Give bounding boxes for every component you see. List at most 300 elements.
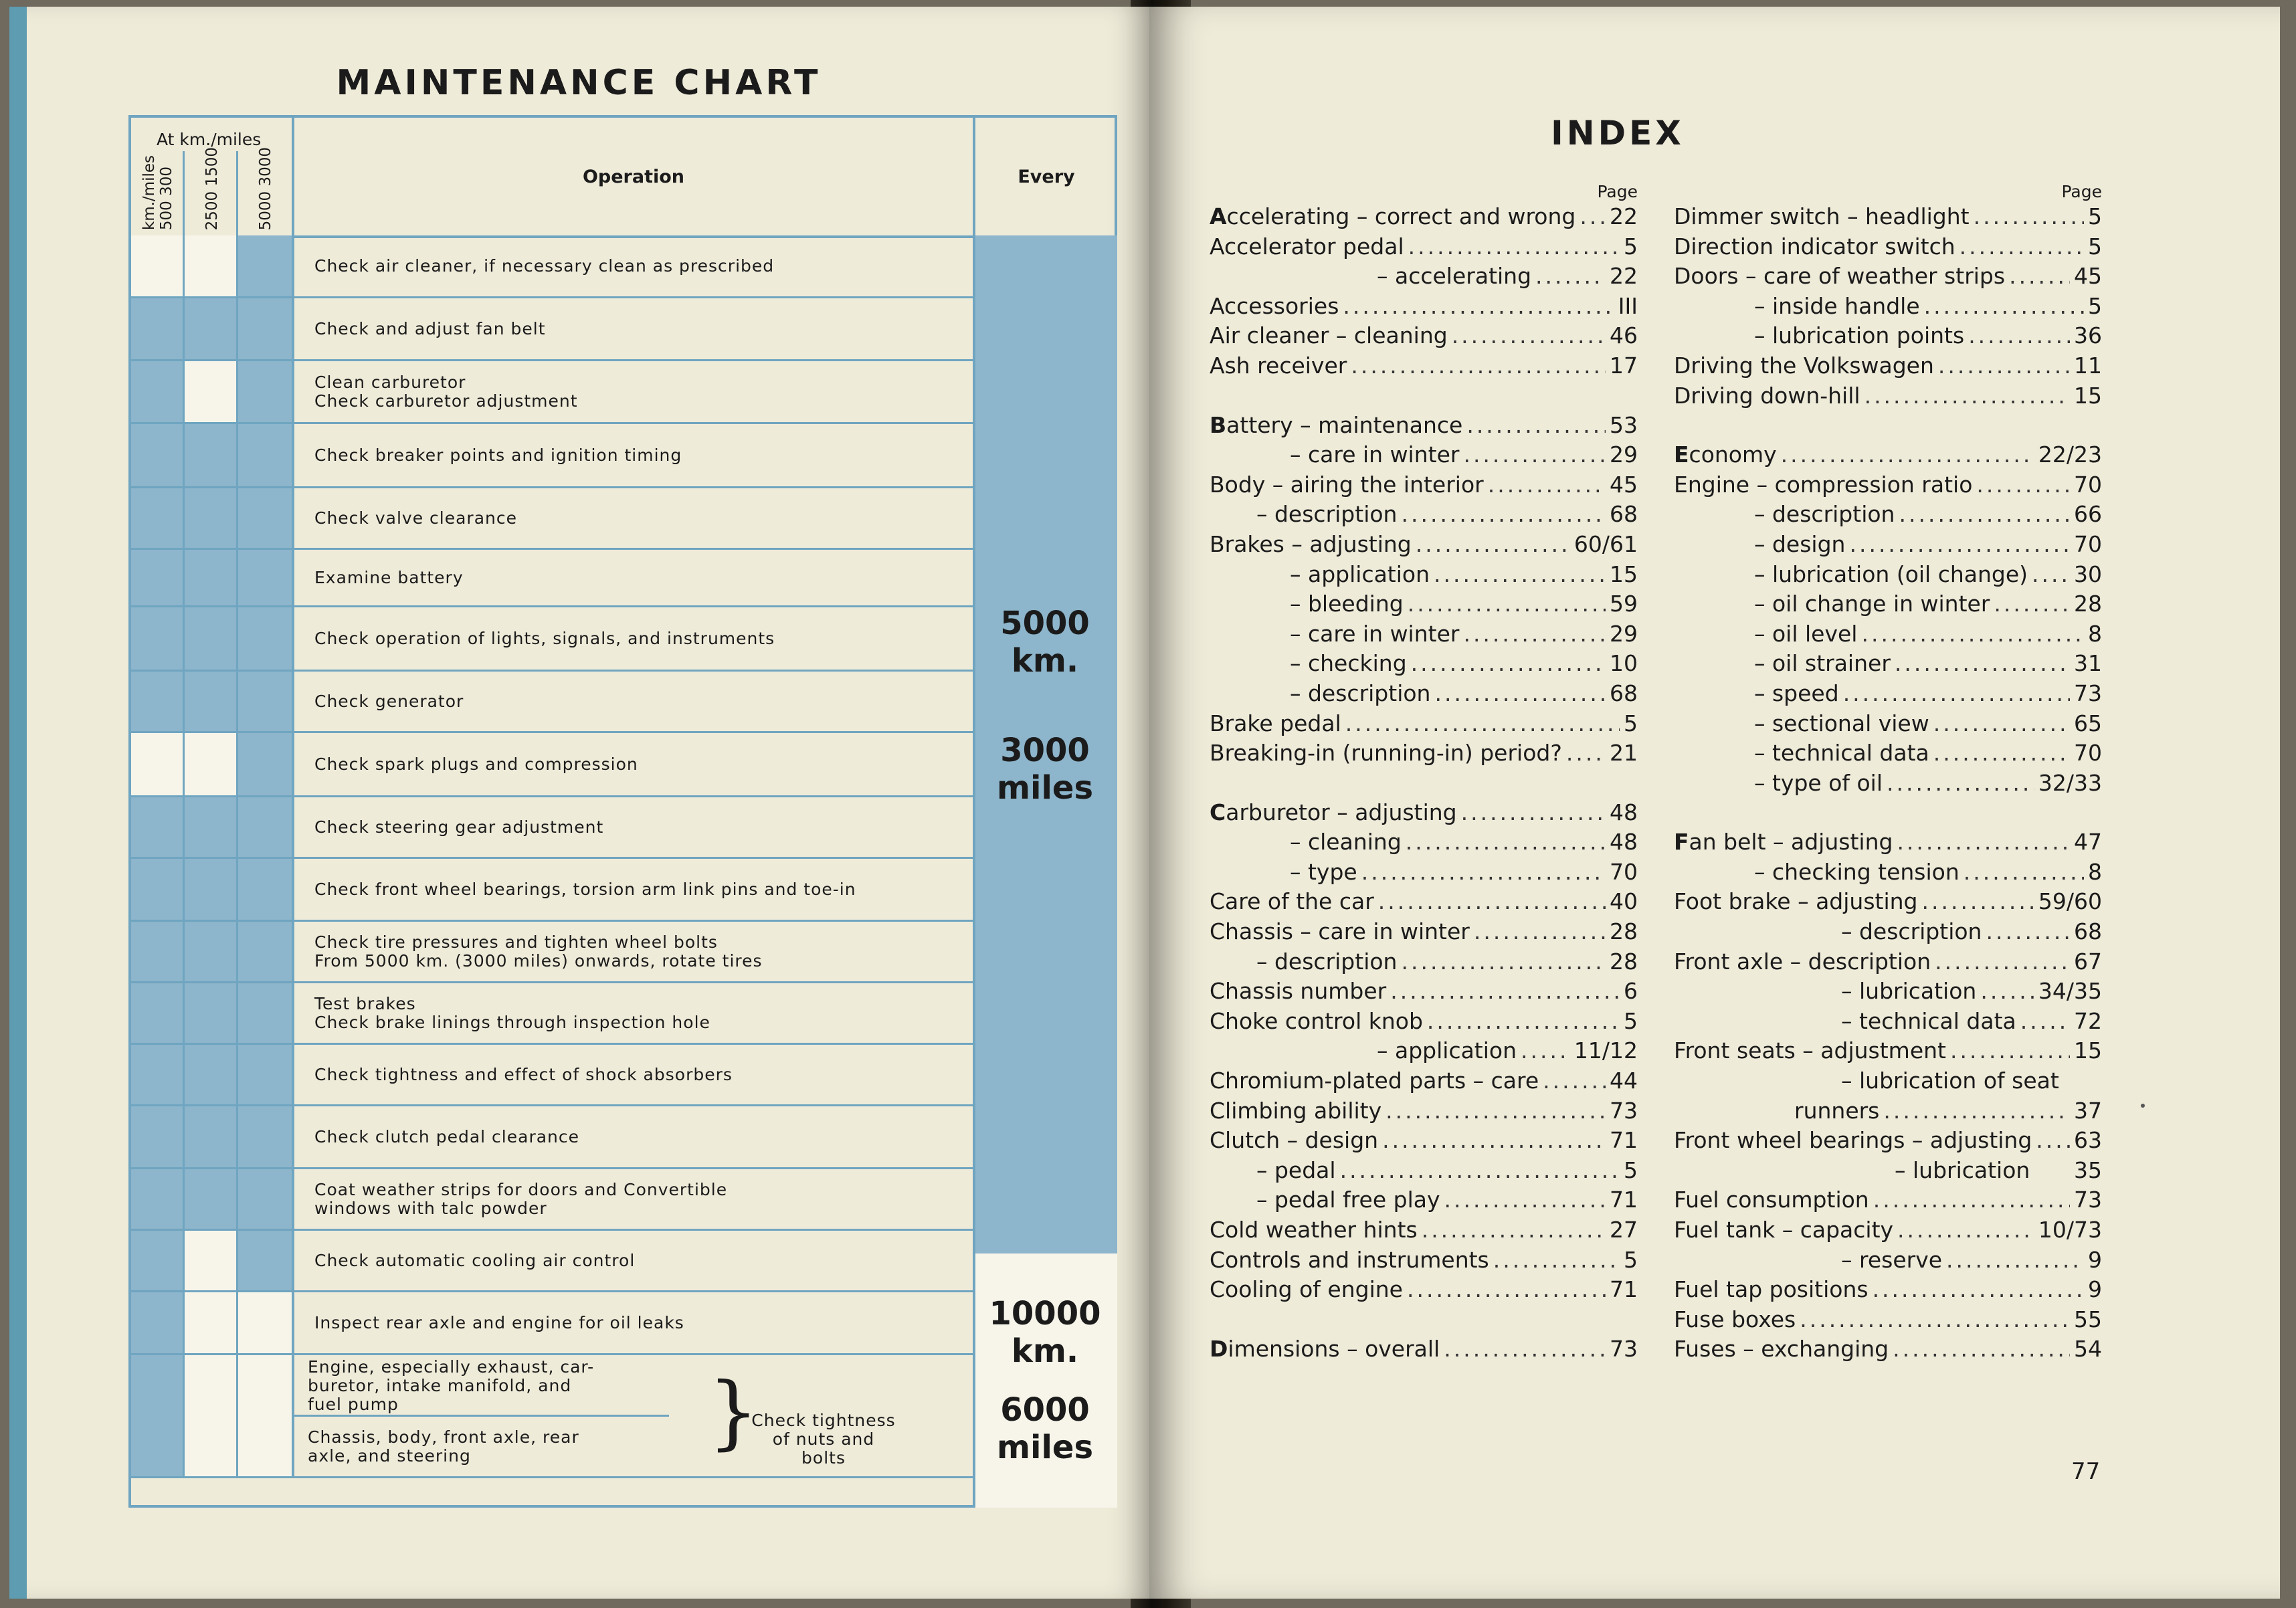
dot-leader (1933, 709, 2070, 739)
index-entry (1210, 1066, 1638, 1096)
index-entry-label: – cleaning (1290, 829, 1402, 856)
index-page-number: 47 (2074, 829, 2102, 856)
index-page-number: 34/35 (2038, 978, 2102, 1005)
dot-leader (1535, 262, 1606, 292)
index-entry (1210, 1036, 1638, 1066)
schedule-cell (131, 1417, 185, 1476)
index-entry (1210, 530, 1638, 560)
dot-leader (1422, 1215, 1606, 1245)
index-entry (1210, 887, 1638, 917)
index-entry-label: Front axle – description (1674, 948, 1931, 975)
dot-leader (2036, 1126, 2070, 1156)
schedule-cell (185, 424, 238, 486)
table-row (131, 672, 973, 733)
index-page-number: 73 (1610, 1097, 1638, 1124)
index-page-number: 10/73 (2038, 1217, 2102, 1243)
index-entry-label: – type of oil (1754, 769, 1883, 796)
index-entry-text (1674, 232, 1955, 262)
index-entry-text (1674, 769, 1883, 799)
index-entry (1674, 321, 2102, 351)
operation-text (314, 797, 959, 857)
dot-leader (1408, 232, 1620, 262)
operation-text (314, 1169, 959, 1229)
col-label-2500: 2500 1500 (203, 146, 221, 230)
dot-leader (1444, 1334, 1606, 1365)
index-page-number: 36 (2074, 322, 2102, 349)
schedule-cell (131, 1045, 185, 1104)
schedule-cell (131, 672, 185, 731)
dot-leader (1401, 500, 1606, 530)
index-entry (1674, 470, 2102, 500)
col-header-500 (131, 151, 185, 235)
index-entry (1674, 500, 2102, 530)
index-entry-text (1210, 977, 1386, 1007)
index-page-number: III (1618, 292, 1638, 319)
index-page-number: 60/61 (1573, 530, 1638, 557)
index-entry (1210, 709, 1638, 739)
index-entry-text (1210, 1066, 1539, 1096)
page-column-header: Page (2061, 182, 2102, 201)
index-entry (1674, 560, 2102, 590)
index-entry-text (1210, 1185, 1440, 1215)
schedule-cell (131, 1231, 185, 1290)
index-page-number: 63 (2074, 1127, 2102, 1154)
operation-line: Check valve clearance (314, 508, 517, 528)
dot-leader (1921, 887, 2034, 917)
index-entry-label: Fuses – exchanging (1674, 1336, 1889, 1363)
index-page-number: 10 (1610, 650, 1638, 677)
index-entry-text (1674, 977, 1976, 1007)
index-entry-label: attery – maintenance (1226, 411, 1463, 438)
index-entry (1210, 1215, 1638, 1245)
index-entry (1674, 440, 2102, 470)
col-header-2500 (185, 146, 238, 235)
index-page-number: 35 (2074, 1157, 2102, 1183)
index-entry-text (1674, 619, 1857, 649)
schedule-cell (185, 1045, 238, 1104)
interval-10000-km-value: 10000 (989, 1295, 1101, 1332)
dot-leader (1974, 202, 2084, 232)
schedule-cell (238, 859, 294, 920)
index-entry (1674, 1066, 2102, 1096)
index-entry-label: – pedal (1256, 1157, 1336, 1183)
operation-line: Test brakes (314, 993, 416, 1013)
index-entry-text (1674, 440, 1777, 470)
dot-leader (1463, 619, 1606, 649)
tightness-note-line: of nuts and (772, 1429, 875, 1449)
index-page-number: 66 (2074, 501, 2102, 528)
dot-leader (1434, 560, 1606, 590)
interval-3000-miles (973, 732, 1117, 807)
index-entry-label: – description (1841, 918, 1982, 945)
index-page-number: 30 (2074, 561, 2102, 587)
schedule-cell (185, 488, 238, 548)
operation-text (314, 922, 959, 981)
index-entry-text (1210, 560, 1430, 590)
index-entry (1674, 1156, 2102, 1186)
table-row (131, 424, 973, 488)
index-page-number: 59/60 (2038, 888, 2102, 915)
index-entry-label: Brakes – adjusting (1210, 530, 1412, 557)
index-entry-label: – design (1754, 530, 1846, 557)
index-entry-label: – description (1256, 501, 1398, 528)
index-entry (1674, 232, 2102, 262)
index-page-number: 45 (2074, 263, 2102, 290)
interval-5000-km-unit: km. (1011, 642, 1079, 680)
index-entry-label: – application (1290, 561, 1430, 587)
index-entry-label: – type (1290, 858, 1357, 885)
index-page-number: 27 (1610, 1217, 1638, 1243)
tightness-brace: } (708, 1366, 759, 1459)
dot-leader (1461, 798, 1606, 828)
index-entry-label: Front wheel bearings – adjusting (1674, 1127, 2032, 1154)
operation-line: fuel pump (308, 1395, 399, 1414)
dot-leader (1580, 202, 1606, 232)
index-entry (1674, 709, 2102, 739)
index-entry-label: Accelerator pedal (1210, 233, 1404, 260)
index-page-number: 45 (1610, 471, 1638, 498)
dot-leader (1378, 887, 1606, 917)
index-letter: A (1210, 203, 1227, 229)
table-row (131, 1231, 973, 1292)
schedule-cell (131, 733, 185, 795)
index-page-number: 70 (2074, 530, 2102, 557)
index-entry (1210, 1096, 1638, 1126)
dot-leader (1899, 500, 2070, 530)
index-entry-text (1210, 679, 1430, 709)
index-page-number: 73 (2074, 1187, 2102, 1213)
dot-leader (1924, 292, 2084, 322)
index-entry-text (1674, 262, 2005, 292)
index-entry-text (1674, 1007, 2016, 1037)
dot-leader (2032, 560, 2070, 590)
dot-leader (1390, 977, 1620, 1007)
dot-leader (1343, 292, 1614, 322)
dot-leader (1883, 1096, 2070, 1126)
index-page-number: 8 (2088, 620, 2102, 647)
index-entry (1210, 1334, 1638, 1365)
index-page-number: 65 (2074, 710, 2102, 736)
interval-5000-km (973, 605, 1117, 680)
schedule-cell (131, 607, 185, 670)
dot-leader (1463, 440, 1606, 470)
col-label-5000: 5000 3000 (257, 146, 274, 230)
schedule-cell (131, 1292, 185, 1353)
table-row (131, 922, 973, 983)
interval-10000-km (973, 1295, 1117, 1370)
schedule-cell (131, 424, 185, 486)
dot-leader (1897, 1215, 2034, 1245)
index-entry-label: Accessories (1210, 292, 1339, 319)
dot-leader (1521, 1036, 1570, 1066)
dot-leader (1488, 470, 1606, 500)
index-entry-text (1674, 1334, 1889, 1365)
index-entry-label: – care in winter (1290, 620, 1460, 647)
dot-leader (1452, 321, 1606, 351)
index-entry-text (1674, 1036, 1946, 1066)
schedule-cell (185, 1417, 238, 1476)
index-page-number: 48 (1610, 799, 1638, 825)
index-entry (1674, 917, 2102, 947)
index-entry (1674, 679, 2102, 709)
schedule-cell (238, 1106, 294, 1167)
index-entry-label: – lubrication (1841, 978, 1977, 1005)
schedule-cell (185, 235, 238, 296)
table-row (131, 1045, 973, 1106)
index-entry (1210, 1126, 1638, 1156)
index-entry-text (1674, 292, 1920, 322)
index-page-number: 17 (1610, 352, 1638, 379)
index-entry-text (1210, 202, 1575, 232)
index-entry-label: Foot brake – adjusting (1674, 888, 1918, 915)
index-page-number: 5 (2088, 203, 2102, 229)
schedule-cell (238, 1045, 294, 1104)
index-letter: D (1210, 1335, 1228, 1362)
index-gap (1674, 798, 2102, 827)
index-entry (1674, 351, 2102, 381)
index-entry (1674, 1334, 2102, 1365)
index-entry (1674, 769, 2102, 799)
schedule-cell (185, 672, 238, 731)
index-entry-label: runners (1794, 1097, 1880, 1124)
table-row (131, 1355, 973, 1417)
table-row (131, 1292, 973, 1355)
operation-line: Check breaker points and ignition timing (314, 445, 682, 465)
operation-line: From 5000 km. (3000 miles) onwards, rotate tires (314, 950, 763, 971)
index-page-number: 28 (2074, 591, 2102, 617)
dot-leader (1933, 738, 2070, 769)
schedule-cell (131, 983, 185, 1043)
index-entry-text (1674, 709, 1929, 739)
index-entry-label: – checking (1290, 650, 1407, 677)
dot-leader (1980, 977, 2034, 1007)
left-page (9, 7, 1151, 1599)
index-entry (1210, 351, 1638, 381)
index-entry-text (1210, 738, 1562, 769)
schedule-cell (131, 1169, 185, 1229)
index-page-number: 9 (2088, 1276, 2102, 1303)
index-entry-label: Chassis number (1210, 978, 1387, 1005)
dot-leader (1968, 321, 2070, 351)
index-entry-label: ccelerating – correct and wrong (1226, 203, 1576, 229)
index-entry-label: – description (1754, 501, 1895, 528)
schedule-cell (131, 298, 185, 359)
dot-leader (1976, 470, 2070, 500)
operation-header: Operation (582, 166, 685, 187)
index-entry-text (1210, 709, 1341, 739)
index-entry (1674, 947, 2102, 977)
dot-leader (1864, 381, 2070, 411)
index-column-right (1674, 182, 2102, 1365)
index-entry-text (1674, 1096, 1879, 1126)
index-entry (1674, 887, 2102, 917)
index-page-number: 32/33 (2038, 769, 2102, 796)
index-page-number: 68 (1610, 501, 1638, 528)
dot-leader (1408, 589, 1606, 619)
dot-leader (1382, 1126, 1606, 1156)
index-entry-label: – lubrication of seat (1841, 1068, 2059, 1094)
index-entry (1210, 1245, 1638, 1276)
index-entry-text (1210, 1215, 1418, 1245)
index-entry-text (1674, 321, 1964, 351)
schedule-cell (238, 361, 294, 422)
operation-text (314, 424, 959, 486)
operation-line: Check tightness and effect of shock absorbers (314, 1064, 733, 1084)
index-letter: C (1210, 799, 1226, 825)
index-entry (1210, 858, 1638, 888)
index-entry (1210, 1007, 1638, 1037)
index-entry-text (1674, 1305, 1796, 1335)
dot-leader (1849, 530, 2070, 560)
index-entry-text (1210, 411, 1462, 441)
index-entry (1674, 1036, 2102, 1066)
index-entry-label: – speed (1754, 680, 1839, 706)
schedule-cell (131, 1355, 185, 1417)
operation-text (314, 859, 959, 920)
index-page-number: 5 (1624, 1157, 1638, 1183)
index-page-number: 15 (2074, 382, 2102, 409)
table-row (131, 361, 973, 424)
dot-leader (1986, 917, 2070, 947)
operation-text (314, 488, 959, 548)
index-entry (1210, 202, 1638, 232)
schedule-cell (238, 797, 294, 857)
dot-leader (1385, 1096, 1606, 1126)
index-entry-text (1674, 560, 2028, 590)
index-entry-text (1674, 530, 1845, 560)
index-entry (1674, 1126, 2102, 1156)
dot-leader (1887, 769, 2034, 799)
index-entry (1674, 530, 2102, 560)
operation-line: Check clutch pedal clearance (314, 1126, 580, 1146)
operation-text (314, 1045, 959, 1104)
dot-leader (1416, 530, 1570, 560)
operation-text (314, 1292, 959, 1353)
dot-leader (1946, 1245, 2084, 1276)
index-entry-label: – technical data (1754, 740, 1929, 767)
index-entry-label: Ash receiver (1210, 352, 1347, 379)
index-entry-label: Doors – care of weather strips (1674, 263, 2006, 290)
dot-leader (1935, 947, 2070, 977)
index-page-number: 28 (1610, 948, 1638, 975)
schedule-cell (185, 1231, 238, 1290)
table-row (131, 607, 973, 672)
interval-6000-miles-value: 6000 (1000, 1391, 1090, 1429)
dot-leader (1493, 1245, 1620, 1276)
table-row (131, 235, 973, 298)
schedule-cell (185, 1292, 238, 1353)
dot-leader (1340, 1156, 1620, 1186)
tightness-note-line: Check tightness (751, 1411, 896, 1430)
index-page-number: 22 (1610, 203, 1638, 229)
schedule-cell (131, 1106, 185, 1167)
index-entry-label: – sectional view (1754, 710, 1929, 736)
index-page-number: 68 (1610, 680, 1638, 706)
dot-leader (1897, 827, 2070, 858)
index-letter: B (1210, 411, 1227, 438)
dot-leader (1406, 827, 1606, 858)
index-page-number: 8 (2088, 858, 2102, 885)
operation-text (314, 607, 959, 670)
schedule-cell (131, 488, 185, 548)
index-entry (1210, 827, 1638, 858)
index-entry-text (1674, 1185, 1869, 1215)
index-entry-text (1210, 1126, 1378, 1156)
index-entry-label: Direction indicator switch (1674, 233, 1955, 260)
index-entry-text (1674, 1245, 1942, 1276)
index-entry (1674, 1215, 2102, 1245)
operation-line: Check automatic cooling air control (314, 1250, 636, 1270)
index-entry-label: – care in winter (1290, 441, 1460, 468)
index-page-number: 15 (2074, 1037, 2102, 1064)
dot-leader (1938, 351, 2070, 381)
index-page-number: 73 (2074, 680, 2102, 706)
index-entry-text (1674, 738, 1929, 769)
operation-line: Check tire pressures and tighten wheel bolts (314, 932, 718, 952)
dot-leader (1950, 1036, 2070, 1066)
index-page-number: 71 (1610, 1187, 1638, 1213)
index-entry (1210, 679, 1638, 709)
schedule-cell (238, 424, 294, 486)
index-entry-label: Care of the car (1210, 888, 1374, 915)
operation-text (314, 672, 959, 731)
index-entry (1674, 858, 2102, 888)
dot-leader (1800, 1305, 2070, 1335)
index-page-number: 5 (1624, 233, 1638, 260)
index-entry-text (1210, 589, 1404, 619)
schedule-cell (131, 235, 185, 296)
operation-line: Engine, especially exhaust, car- (308, 1357, 595, 1377)
paper-speck (2141, 1104, 2145, 1108)
index-entry-label: – oil strainer (1754, 650, 1891, 677)
schedule-cell (131, 922, 185, 981)
index-entry-label: Chassis – care in winter (1210, 918, 1470, 945)
dot-leader (1843, 679, 2070, 709)
index-entry-text (1210, 947, 1397, 977)
index-entry-text (1674, 917, 1982, 947)
index-entry-text (1210, 470, 1484, 500)
index-page-number: 5 (1624, 710, 1638, 736)
index-entry-text (1210, 619, 1459, 649)
schedule-cell (238, 733, 294, 795)
index-entry (1674, 381, 2102, 411)
index-page-number: 71 (1610, 1276, 1638, 1303)
table-row (131, 733, 973, 797)
index-entry (1210, 321, 1638, 351)
index-entry-label: Cold weather hints (1210, 1217, 1418, 1243)
index-entry (1674, 1007, 2102, 1037)
index-entry (1210, 977, 1638, 1007)
index-page-number: 68 (2074, 918, 2102, 945)
index-entry-label: Front seats – adjustment (1674, 1037, 1946, 1064)
operation-line: windows with talc powder (314, 1198, 547, 1218)
index-entry-text (1674, 649, 1891, 679)
index-page-number: 59 (1610, 591, 1638, 617)
index-entry-label: Engine – compression ratio (1674, 471, 1973, 498)
index-page-number: 54 (2074, 1336, 2102, 1363)
operation-line: buretor, intake manifold, and (308, 1376, 572, 1395)
index-entry (1674, 1305, 2102, 1335)
index-page-number: 72 (2074, 1007, 2102, 1034)
operation-line: Coat weather strips for doors and Convertible (314, 1179, 728, 1199)
operation-text (314, 1231, 959, 1290)
dot-leader (1543, 1066, 1606, 1096)
operation-line: Check air cleaner, if necessary clean as prescribed (314, 256, 775, 276)
index-entry-label: – description (1256, 948, 1398, 975)
schedule-cell (238, 1231, 294, 1290)
index-entry-label: – lubrication (1895, 1157, 2030, 1183)
index-entry-text (1674, 887, 1917, 917)
